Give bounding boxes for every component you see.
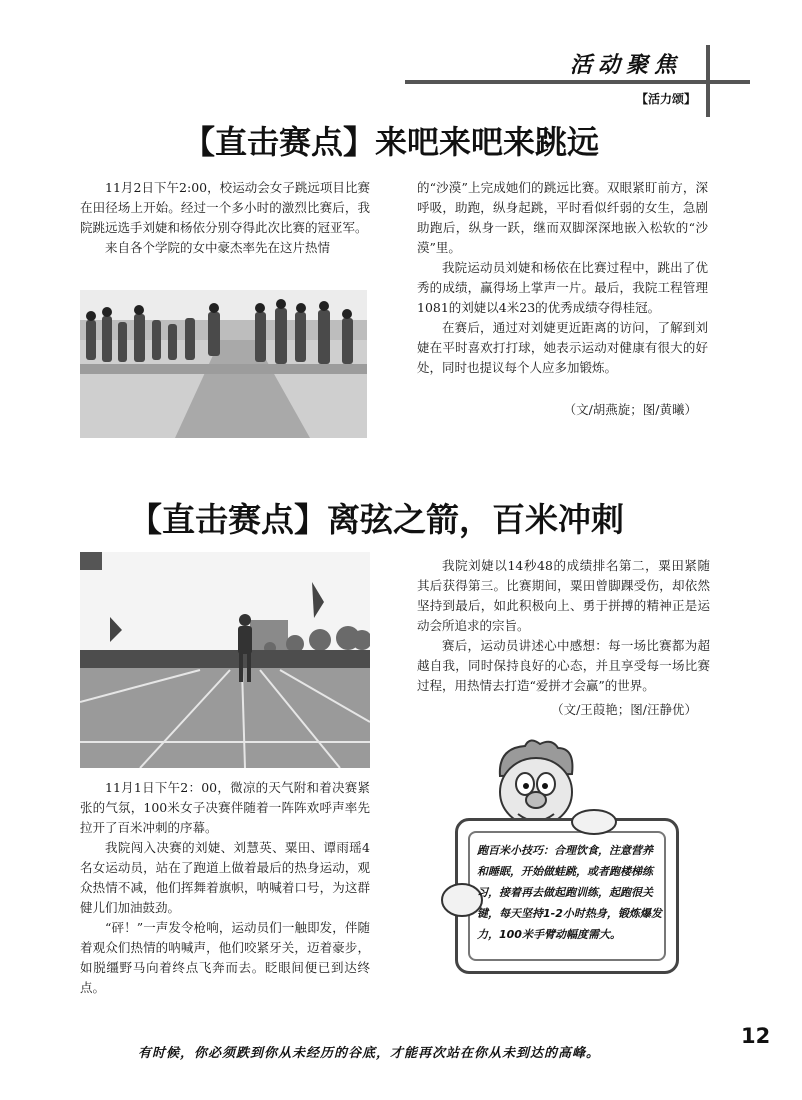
- paragraph: 赛后，运动员讲述心中感想：每一场比赛都为超越自我，同时保持良好的心态，并且享受每一场比赛过程，用热情去打造“爱拼才会赢”的世界。: [417, 638, 710, 693]
- page-number: 12: [741, 1024, 771, 1048]
- paragraph: 11月1日下午2：00，微凉的天气附和着决赛紧张的气氛，100米女子决赛伴随着一阵阵欢呼声率先拉开了百米冲刺的序幕。: [80, 780, 370, 835]
- footer-quote: 有时候，你必须跌到你从未经历的谷底，才能再次站在你从未到达的高峰。: [138, 1046, 601, 1061]
- article-1-headline: 【直击赛点】来吧来吧来跳远: [183, 123, 600, 161]
- article-1-right-column: [417, 178, 708, 378]
- article-2-credit: （文/王葭艳；图/汪静优）: [551, 702, 697, 717]
- header-rule-horizontal: [405, 80, 750, 84]
- sprint-photo: [80, 552, 370, 768]
- article-2-headline: 【直击赛点】离弦之箭，百米冲刺: [129, 500, 624, 539]
- paragraph: 的“沙漠”上完成她们的跳远比赛。双眼紧盯前方，深呼吸，助跑，纵身起跳，平时看似纤弱的女生，急剧助跑后，纵身一跃，继而双脚深深地嵌入松软的“沙漠”里。: [417, 180, 708, 255]
- section-title: 活动聚焦: [569, 53, 682, 78]
- running-tips-text: 跑百米小技巧：合理饮食，注意营养和睡眠，开始做蛙跳，或者跑楼梯练习，接着再去做起跑训练，起跑很关键，每天坚持1-2小时热身，锻炼爆发力，100米手臂动幅度需大。: [477, 844, 662, 941]
- long-jump-photo: [80, 290, 367, 438]
- paragraph: 我院闯入决赛的刘婕、刘慧英、粟田、谭雨瑶4名女运动员，站在了跑道上做着最后的热身运动，观众热情不减，他们挥舞着旗帜，呐喊着口号，为这群健儿们加油鼓劲。: [80, 840, 370, 915]
- paragraph: 在赛后，通过对刘婕更近距离的访问，了解到刘婕在平时喜欢打打球，她表示运动对健康有很大的好处，同时也提议每个人应多加锻炼。: [417, 320, 708, 375]
- paragraph: 11月2日下午2:00，校运动会女子跳远项目比赛在田径场上开始。经过一个多小时的激烈比赛后，我院跳远选手刘婕和杨依分别夺得此次比赛的冠亚军。: [80, 180, 370, 235]
- cartoon-hand-top: [570, 808, 618, 836]
- article-1-left-column: [80, 178, 370, 258]
- article-1-credit: （文/胡燕旋；图/黄曦）: [563, 402, 697, 417]
- section-tag: 【活力颂】: [635, 92, 696, 106]
- article-2-right-column: [417, 556, 710, 696]
- paragraph: “砰！”一声发令枪响，运动员们一触即发，伴随着观众们热情的呐喊声，他们咬紧牙关，迈着豪步，如脱缰野马向着终点飞奔而去。眨眼间便已到达终点。: [80, 920, 370, 995]
- header-rule-vertical: [706, 45, 710, 117]
- paragraph: 我院刘婕以14秒48的成绩排名第二，粟田紧随其后获得第三。比赛期间，粟田曾脚踝受伤，却依然坚持到最后，如此积极向上、勇于拼搏的精神正是运动会所追求的宗旨。: [417, 558, 710, 633]
- article-2-left-column: [80, 778, 370, 998]
- paragraph: 我院运动员刘婕和杨依在比赛过程中，跳出了优秀的成绩，赢得场上掌声一片。最后，我院工程管理1081的刘婕以4米23的优秀成绩夺得桂冠。: [417, 260, 708, 315]
- paragraph: 来自各个学院的女中豪杰率先在这片热情: [105, 240, 331, 255]
